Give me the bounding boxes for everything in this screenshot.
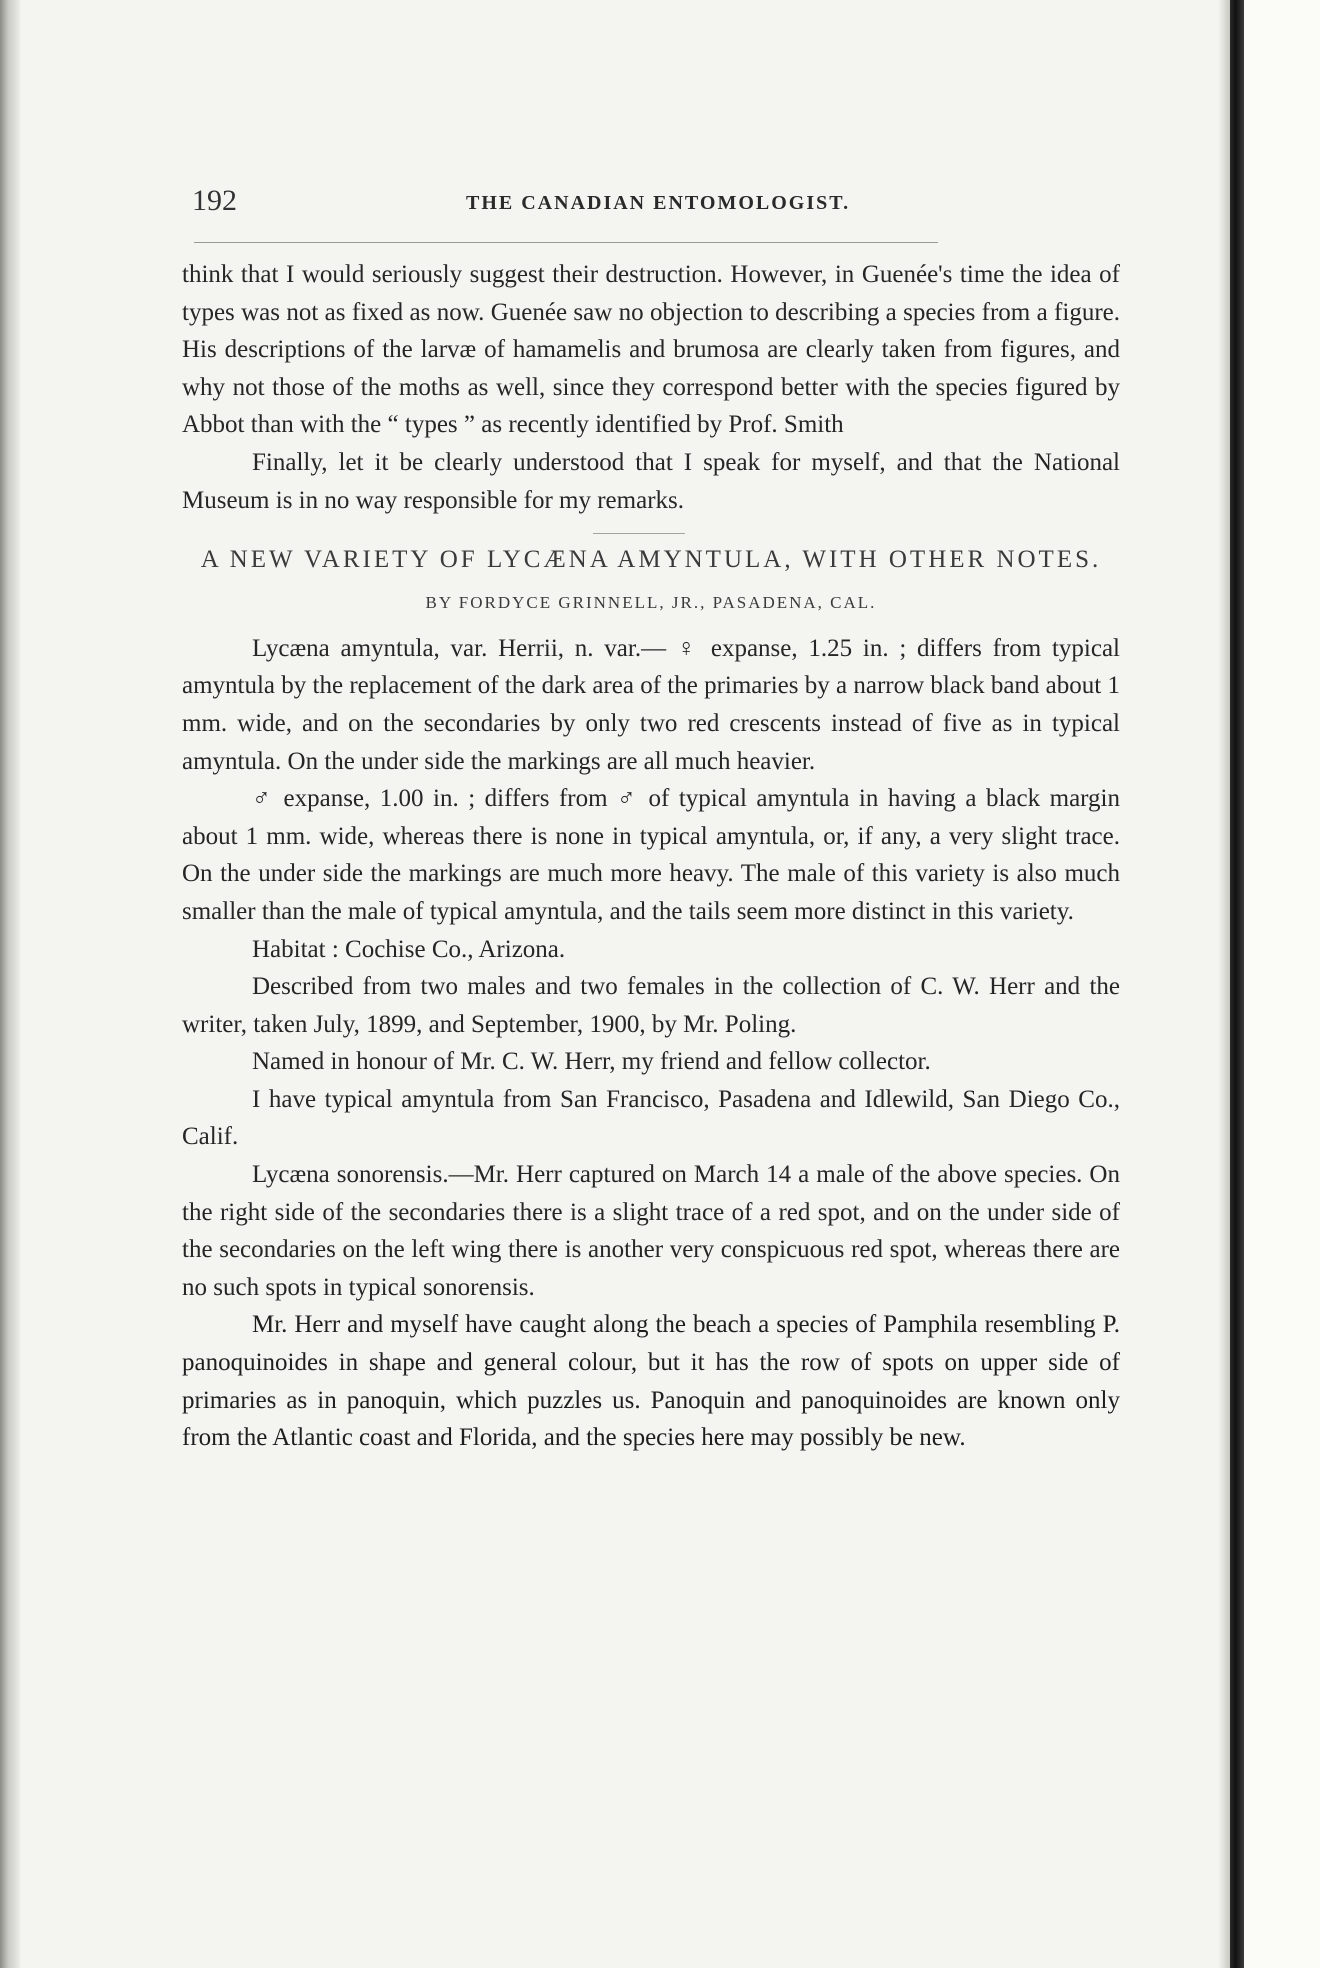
- paragraph-pamphila: Mr. Herr and myself have caught along the beach a species of Pamphila resembling P. panoquinoides in shape and general colour, but it has the row of spots on upper side of primaries as in panoquin, which puzzles us. Panoquin and panoquinoides are known only from the Atlantic coast and Florida, and the species here may possibly be new.: [182, 1311, 1120, 1452]
- page-number: 192: [192, 184, 237, 217]
- running-head: [182, 180, 1120, 236]
- page-body: [182, 256, 1120, 1457]
- paragraph-described-from: Described from two males and two females in the collection of C. W. Herr and the writer, taken July, 1899, and September, 1900, by Mr. Poling.: [182, 973, 1120, 1038]
- header-rule: [194, 242, 938, 243]
- paragraph-closing-remark: Finally, let it be clearly understood that I speak for myself, and that the National Museum is in no way responsible for my remarks.: [182, 448, 1120, 514]
- paragraph-male-description: ♂ expanse, 1.00 in. ; differs from ♂ of typical amyntula in having a black margin about 1 mm. wide, whereas there is none in typical amyntula, or, if any, a very slight trace. On the under side the markings are much more heavy. The male of this variety is also much smaller than the male of typical amyntula, and the tails seem more distinct in this variety.: [182, 785, 1120, 925]
- binding-bar: [1230, 0, 1244, 1968]
- binding-shadow: [1218, 0, 1230, 1968]
- scan-left-edge: [0, 0, 20, 1968]
- paragraph-continued: think that I would seriously suggest their destruction. However, in Guenée's time the idea of types was not as fixed as now. Guenée saw no objection to describing a species from a figure. His descriptions of the larvæ of hamamelis and brumosa are clearly taken from figures, and why not those of the moths as well, since they correspond better with the species figured by Abbot than with the “ types ” as recently identified by Prof. Smith: [182, 261, 1120, 439]
- paragraph-habitat: Habitat : Cochise Co., Arizona.: [252, 935, 566, 963]
- paragraph-female-description: Lycæna amyntula, var. Herrii, n. var.— ♀ expanse, 1.25 in. ; differs from typical amyntula by the replacement of the dark area of the primaries by a narrow black band about 1 mm. wide, and on the secondaries by only two red crescents instead of five as in typical amyntula. On the under side the markings are all much heavier.: [182, 634, 1120, 775]
- paragraph-sonorensis: Lycæna sonorensis.—Mr. Herr captured on March 14 a male of the above species. On the right side of the secondaries there is a slight trace of a red spot, and on the under side of the secondaries on the left wing there is another very conspicuous red spot, whereas there are no such spots in typical sonorensis.: [182, 1161, 1120, 1301]
- section-divider: [593, 533, 685, 534]
- article-byline: BY FORDYCE GRINNELL, JR., PASADENA, CAL.: [425, 593, 877, 613]
- page-binding-edge: [1218, 0, 1320, 1968]
- paragraph-typical-localities: I have typical amyntula from San Francisco, Pasadena and Idlewild, San Diego Co., Calif.: [182, 1085, 1120, 1151]
- article-title: A NEW VARIETY OF LYCÆNA AMYNTULA, WITH OTHER NOTES.: [200, 546, 1102, 574]
- journal-title: THE CANADIAN ENTOMOLOGIST.: [466, 192, 851, 214]
- journal-page: [182, 180, 1120, 1457]
- paragraph-named-in-honour: Named in honour of Mr. C. W. Herr, my friend and fellow collector.: [252, 1048, 931, 1076]
